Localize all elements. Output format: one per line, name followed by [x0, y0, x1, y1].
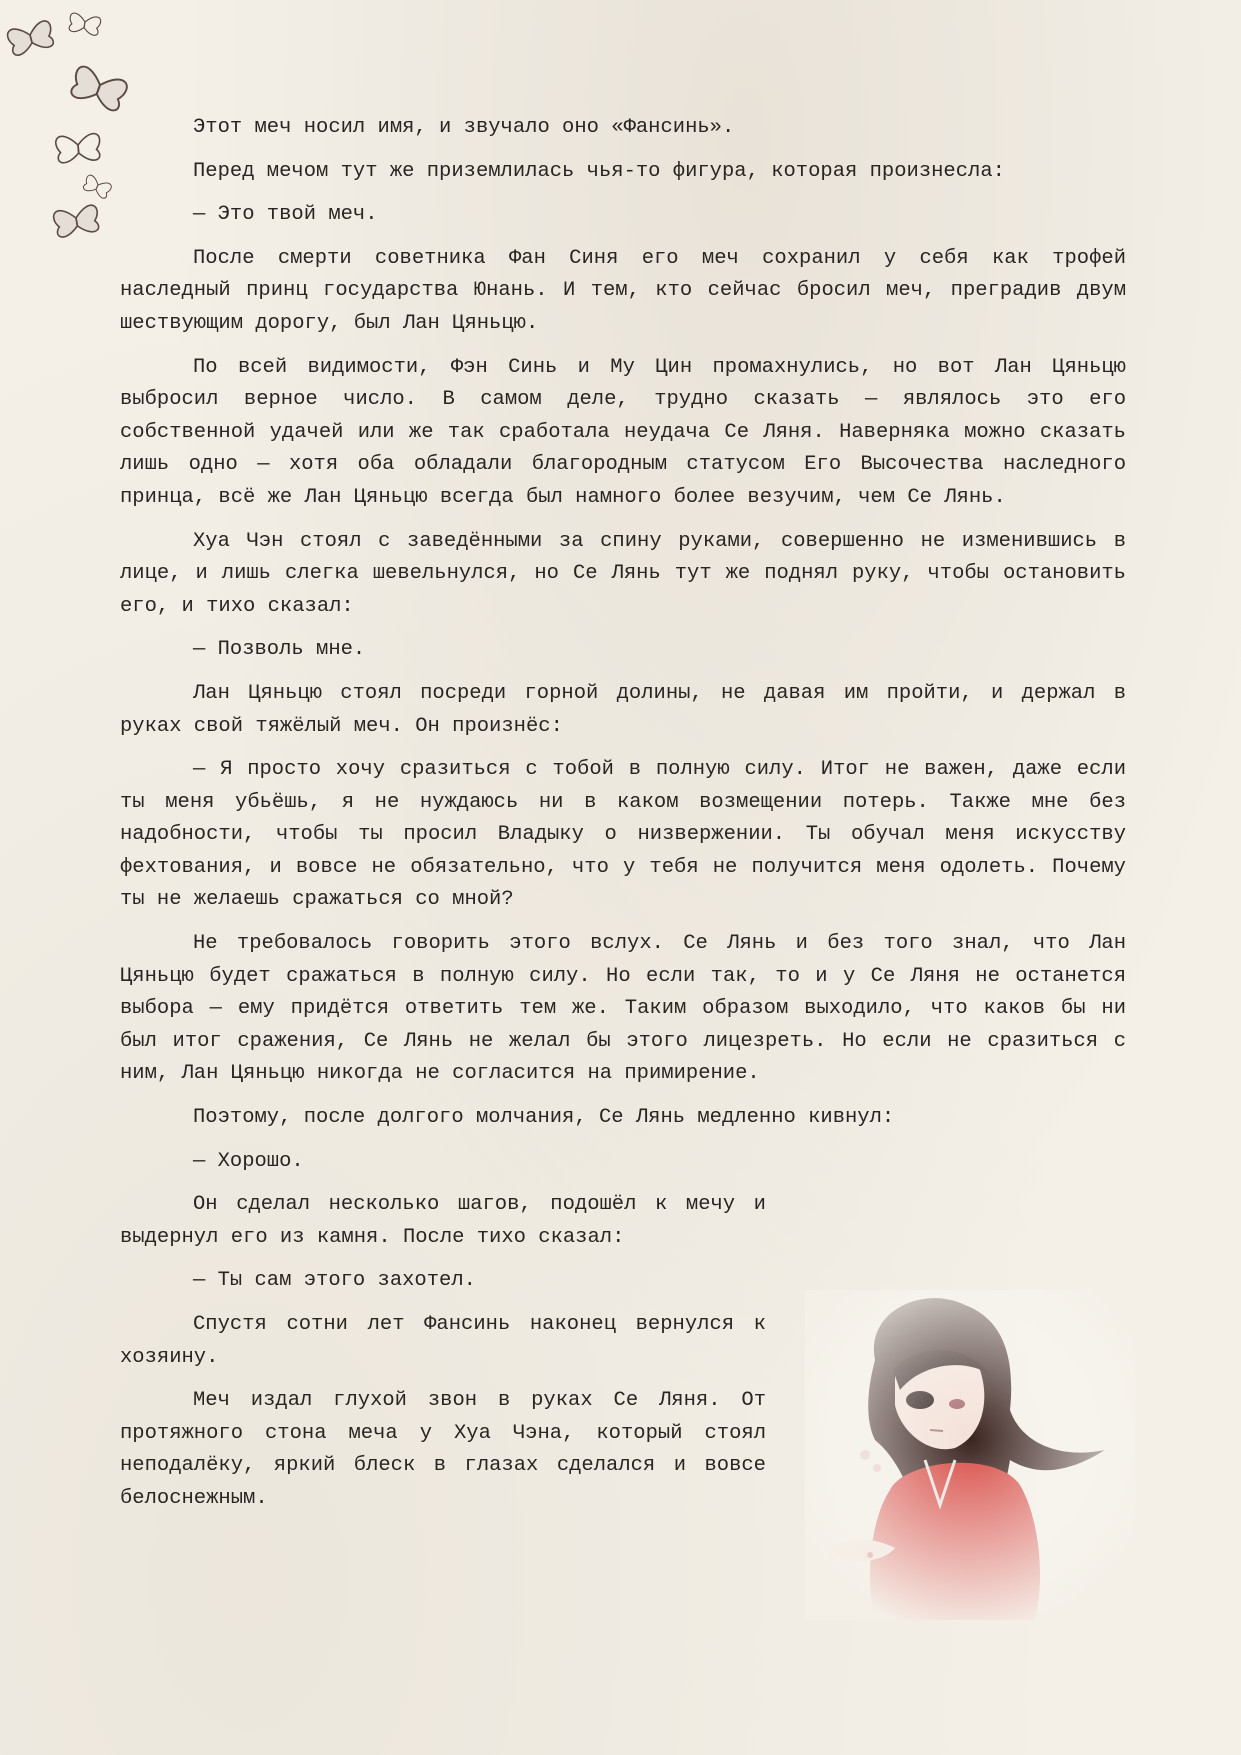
- butterfly-icon: [53, 204, 101, 238]
- paragraph: Лан Цяньцю стоял посреди горной долины, не давая им пройти, и держал в руках свой тяжёлый меч. Он произнёс:: [120, 681, 1126, 738]
- butterfly-icon: [68, 65, 128, 113]
- paragraph: — Ты сам этого захотел.: [193, 1269, 476, 1293]
- paragraph: Перед мечом тут же приземлилась чья-то фигура, которая произнесла:: [193, 159, 1005, 183]
- butterfly-icon: [82, 174, 113, 200]
- paragraph: — Хорошо.: [193, 1149, 304, 1173]
- butterfly-icon: [55, 133, 101, 163]
- paragraph: Он сделал несколько шагов, подошёл к мечу и выдернул его из камня. После тихо сказал:: [120, 1193, 766, 1249]
- paragraph: Этот меч носил имя, и звучало оно «Фансинь».: [193, 116, 735, 139]
- butterfly-icon: [68, 12, 102, 36]
- paragraph: Меч издал глухой звон в руках Се Ляня. От протяжного стона меча у Хуа Чэна, который стоял неподалёку, яркий блеск в глазах сделался и вовсе белоснежным.: [120, 1389, 766, 1510]
- paragraph: После смерти советника Фан Синя его меч сохранил у себя как трофей наследный принц государства Юнань. И тем, кто сейчас бросил меч, преградив двум шествующим дорогу, был Лан Цяньцю.: [120, 246, 1126, 335]
- paragraph: — Я просто хочу сразиться с тобой в полную силу. Итог не важен, даже если ты меня убьёшь, я не нуждаюсь ни в каком возмещении потерь. Также мне без надобности, чтобы ты просил Владыку о низвержении. Ты обучал меня искусству фехтования, и вовсе не обязательно, что у тебя не получится меня одолеть. Почему ты не желаешь сражаться со мной?: [120, 758, 1126, 912]
- paragraph: — Позволь мне.: [193, 638, 366, 662]
- paragraph: Не требовалось говорить этого вслух. Се Лянь и без того знал, что Лан Цяньцю будет сражаться в полную силу. Но если так, то и у Се Ляня не останется выбора — ему придётся ответить тем же. Таким образом выходило, что каков бы ни был итог сражения, Се Лянь не желал бы этого лицезреть. Но если не сразиться с ним, Лан Цяньцю никогда не согласится на примирение.: [120, 932, 1126, 1086]
- butterflies-decoration: [0, 0, 130, 250]
- character-illustration: [805, 1290, 1135, 1620]
- butterfly-icon: [6, 20, 55, 57]
- paragraph: Хуа Чэн стоял с заведёнными за спину руками, совершенно не изменившись в лице, и лишь слегка шевельнулся, но Се Лянь тут же поднял руку, чтобы остановить его, и тихо сказал:: [120, 529, 1126, 618]
- paragraph: Спустя сотни лет Фансинь наконец вернулся к хозяину.: [120, 1313, 766, 1369]
- paragraph: Поэтому, после долгого молчания, Се Лянь медленно кивнул:: [193, 1106, 895, 1130]
- paragraph: — Это твой меч.: [193, 203, 378, 227]
- paragraph: По всей видимости, Фэн Синь и Му Цин промахнулись, но вот Лан Цяньцю выбросил верное число. В самом деле, трудно сказать — являлось это его собственной удачей или же так сработала неудача Се Ляня. Наверняка можно сказать лишь одно — хотя оба обладали благородным статусом Его Высочества наследного принца, всё же Лан Цяньцю всегда был намного более везучим, чем Се Лянь.: [120, 355, 1126, 509]
